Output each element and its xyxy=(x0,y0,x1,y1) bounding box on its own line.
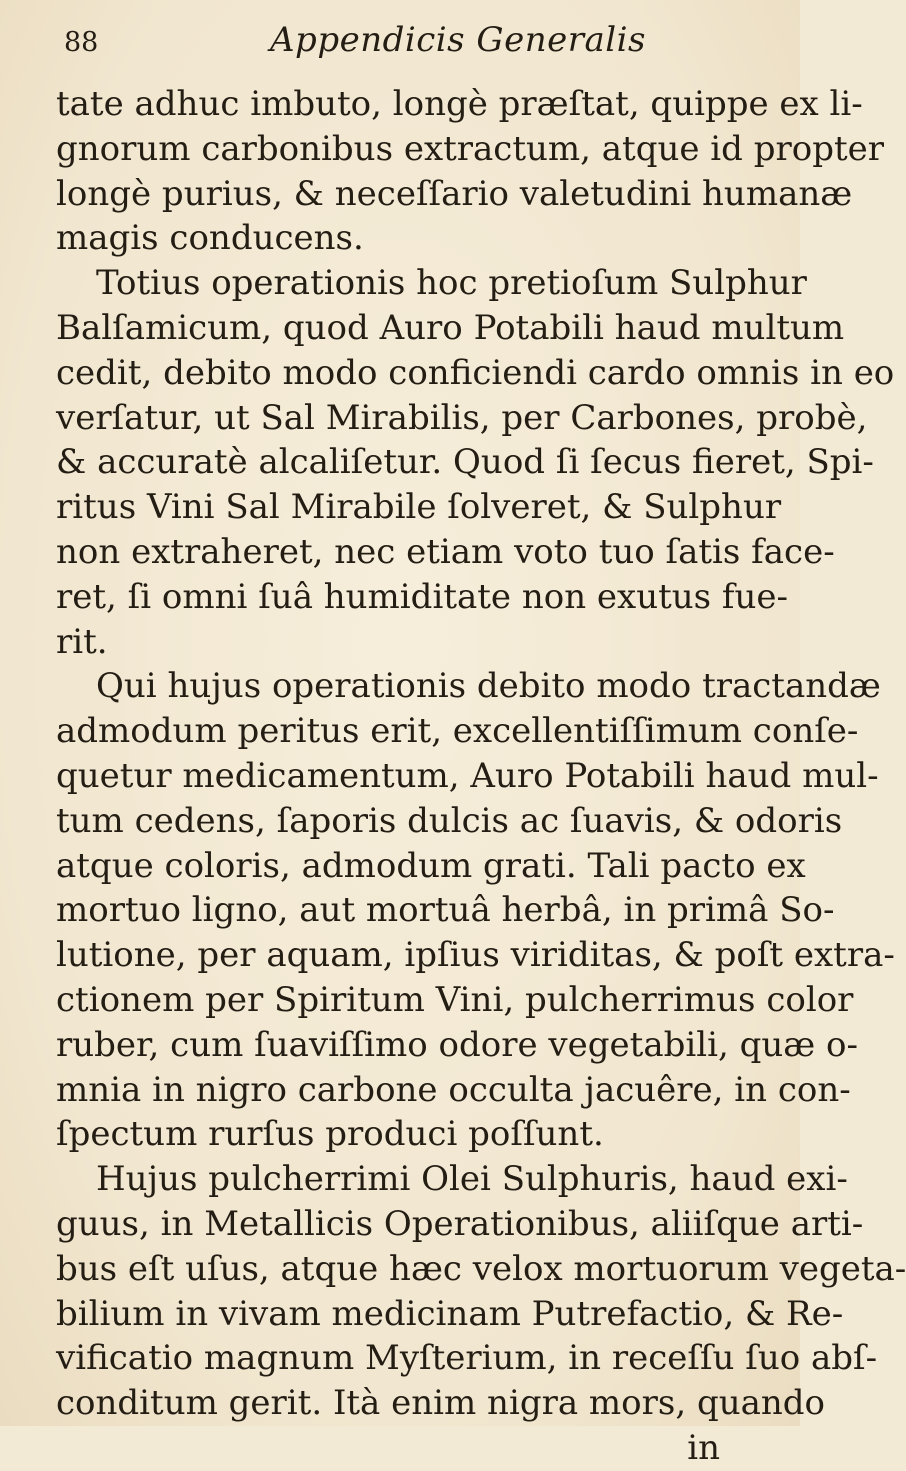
text-line: cedit, debito modo conficiendi cardo omnis in eo xyxy=(56,352,895,393)
page-header xyxy=(56,20,766,72)
text-line: longè purius, & neceſſario valetudini humanæ xyxy=(56,173,853,214)
text-line: quetur medicamentum, Auro Potabili haud mul- xyxy=(56,755,879,796)
body-text xyxy=(56,82,906,1426)
text-line: admodum peritus erit, excellentiſſimum conſe- xyxy=(56,711,859,752)
text-line: ruber, cum ſuaviſſimo odore vegetabili, quæ o- xyxy=(56,1024,858,1065)
catchword: in xyxy=(687,1427,720,1468)
text-line: mortuo ligno, aut mortuâ herbâ, in primâ So- xyxy=(56,890,835,931)
text-line: bus eſt uſus, atque hæc velox mortuorum vegeta- xyxy=(56,1248,906,1289)
running-head: Appendicis Generalis xyxy=(270,20,646,60)
text-line: Balſamicum, quod Auro Potabili haud multum xyxy=(56,307,845,348)
text-line: magis conducens. xyxy=(56,218,364,259)
text-line: ctionem per Spiritum Vini, pulcherrimus color xyxy=(56,979,854,1020)
text-line: ſpectum rurſus produci poſſunt. xyxy=(56,1114,604,1155)
text-line: guus, in Metallicis Operationibus, aliiſque arti- xyxy=(56,1203,864,1244)
text-line: mnia in nigro carbone occulta jacuêre, in con- xyxy=(56,1069,851,1110)
text-line: gnorum carbonibus extractum, atque id propter xyxy=(56,128,885,169)
text-line: vificatio magnum Myſterium, in receſſu ſuo abſ- xyxy=(56,1338,878,1379)
text-line: bilium in vivam medicinam Putrefactio, & Re- xyxy=(56,1293,844,1334)
text-line: Hujus pulcherrimi Olei Sulphuris, haud exi- xyxy=(96,1159,848,1200)
text-line: Qui hujus operationis debito modo tractandæ xyxy=(96,666,881,707)
text-line: Totius operationis hoc pretioſum Sulphur xyxy=(96,263,807,304)
text-line: lutione, per aquam, ipſius viriditas, & poſt extra- xyxy=(56,935,895,976)
text-line: & accuratè alcaliſetur. Quod ſi ſecus fieret, Spi- xyxy=(56,442,874,483)
text-line: tum cedens, ſaporis dulcis ac ſuavis, & odoris xyxy=(56,800,843,841)
text-line: atque coloris, admodum grati. Tali pacto ex xyxy=(56,845,806,886)
page-number: 88 xyxy=(64,27,99,58)
text-line: tate adhuc imbuto, longè præſtat, quippe ex li- xyxy=(56,84,863,124)
text-line: ret, ſi omni ſuâ humiditate non exutus fue- xyxy=(56,576,789,617)
text-line: rit. xyxy=(56,621,108,662)
text-line: conditum gerit. Ità enim nigra mors, quando xyxy=(56,1383,826,1424)
text-line: non extraheret, nec etiam voto tuo ſatis face- xyxy=(56,531,835,572)
text-line: ritus Vini Sal Mirabile ſolveret, & Sulphur xyxy=(56,487,782,528)
text-line: verſatur, ut Sal Mirabilis, per Carbones, probè, xyxy=(56,397,868,438)
catchword-row xyxy=(56,1426,766,1471)
